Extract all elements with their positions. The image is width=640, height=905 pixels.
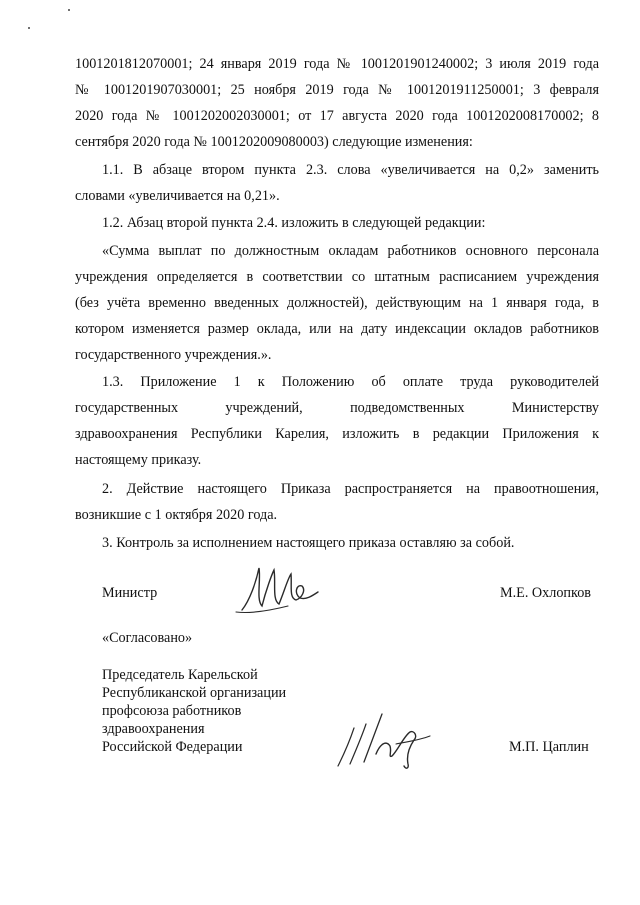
chair-title-line: здравоохранения (102, 721, 205, 737)
item-1-1-line: словами «увеличивается на 0,21». (75, 188, 280, 204)
intro-line: 1001201812070001; 24 января 2019 года № 1001201901240002; 3 июля 2019 года (75, 56, 599, 72)
minister-name: М.Е. Охлопков (500, 585, 591, 601)
item-1-1-line: 1.1. В абзаце втором пункта 2.3. слова «увеличивается на 0,2» заменить (102, 162, 599, 178)
chair-title-line: Российской Федерации (102, 739, 243, 755)
item-1-3-line: 1.3. Приложение 1 к Положению об оплате труда руководителей (102, 374, 599, 390)
chair-title-line: профсоюза работников (102, 703, 242, 719)
scan-speck (28, 27, 30, 29)
quote-line: (без учёта временно введенных должностей), действующим на 1 января года, в (75, 295, 599, 311)
intro-line: 2020 года № 1001202002030001; от 17 августа 2020 года 1001202008170002; 8 (75, 108, 599, 124)
item-1-2-line: 1.2. Абзац второй пункта 2.4. изложить в следующей редакции: (102, 215, 486, 231)
quote-line: котором изменяется размер оклада, или на дату индексации окладов работников (75, 321, 599, 337)
minister-signature (232, 560, 322, 620)
chair-title-line: Председатель Карельской (102, 667, 258, 683)
item-1-3-line: настоящему приказу. (75, 452, 202, 468)
item-2-line: возникшие с 1 октября 2020 года. (75, 507, 278, 523)
quote-line: учреждения определяется в соответствии со штатным расписанием учреждения (75, 269, 599, 285)
item-2-line: 2. Действие настоящего Приказа распространяется на правоотношения, (102, 481, 599, 497)
intro-line: сентября 2020 года № 1001202009080003) следующие изменения: (75, 134, 473, 150)
scan-speck (68, 9, 70, 11)
quote-line: государственного учреждения.». (75, 347, 272, 363)
chair-signature (334, 706, 434, 772)
minister-title: Министр (102, 585, 158, 601)
intro-line: № 1001201907030001; 25 ноября 2019 года № 1001201911250001; 3 февраля (75, 82, 599, 98)
chair-title-line: Республиканской организации (102, 685, 287, 701)
chair-name: М.П. Цаплин (509, 739, 589, 755)
quote-line: «Сумма выплат по должностным окладам работников основного персонала (102, 243, 599, 259)
agreed-label: «Согласовано» (102, 630, 193, 646)
item-1-3-line: государственных учреждений, подведомственных Министерству (75, 400, 599, 416)
item-1-3-line: здравоохранения Республики Карелия, изложить в редакции Приложения к (75, 426, 599, 442)
item-3-line: 3. Контроль за исполнением настоящего приказа оставляю за собой. (102, 535, 515, 551)
